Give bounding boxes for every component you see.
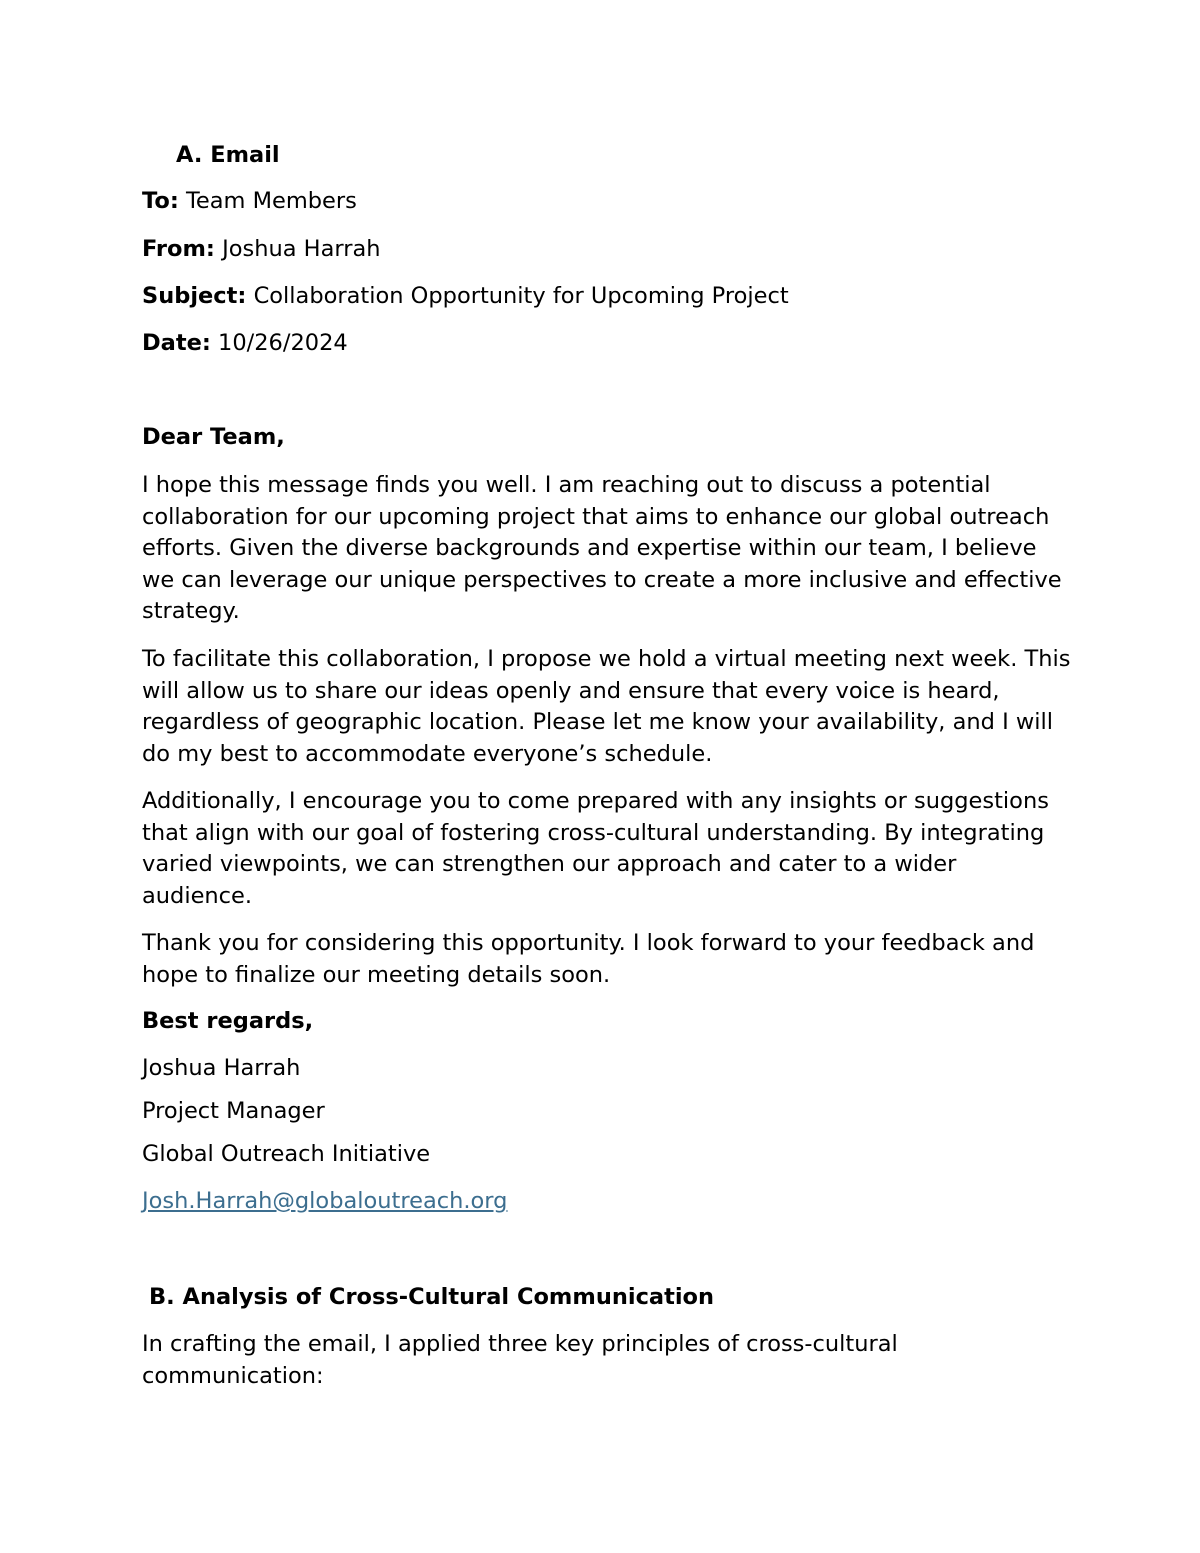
date-value: 10/26/2024: [218, 330, 348, 356]
signature-name: Joshua Harrah: [142, 1055, 301, 1081]
signature-email-link[interactable]: Josh.Harrah@globaloutreach.org: [142, 1188, 508, 1214]
to-value: Team Members: [185, 188, 357, 214]
signature-organization: Global Outreach Initiative: [142, 1141, 431, 1167]
signature-email-row: [142, 1188, 1072, 1214]
signature-title: Project Manager: [142, 1098, 325, 1124]
body-paragraph-2: To facilitate this collaboration, I propose we hold a virtual meeting next week. This will allow us to share our ideas openly and ensure that every voice is heard, regardless of geographic location. Please let me know your availability, and I will do my best to accommodate everyone’s schedule.: [142, 646, 1071, 767]
subject-label: Subject:: [142, 283, 247, 309]
body-paragraph-1: I hope this message finds you well. I am reaching out to discuss a potential collaboration for our upcoming project that aims to enhance our global outreach efforts. Given the diverse backgrounds and expertise within our team, I believe we can leverage our unique perspectives to create a more inclusive and effective strategy.: [142, 472, 1062, 624]
body-paragraph-4: Thank you for considering this opportunity. I look forward to your feedback and hope to finalize our meeting details soon.: [142, 930, 1035, 988]
from-value: Joshua Harrah: [222, 236, 381, 262]
from-label: From:: [142, 236, 215, 262]
body-paragraph-3: Additionally, I encourage you to come prepared with any insights or suggestions that align with our goal of fostering cross-cultural understanding. By integrating varied viewpoints, we can strengthen our approach and cater to a wider audience.: [142, 788, 1049, 909]
closing: Best regards,: [142, 1008, 314, 1034]
section-heading-email: A. Email: [176, 142, 280, 168]
subject-field: [142, 283, 1072, 309]
date-field: [142, 330, 1072, 356]
to-field: [142, 188, 1072, 214]
from-field: [142, 236, 1072, 262]
to-label: To:: [142, 188, 179, 214]
section-heading-analysis: B. Analysis of Cross-Cultural Communication: [149, 1284, 715, 1310]
date-label: Date:: [142, 330, 211, 356]
subject-value: Collaboration Opportunity for Upcoming Project: [253, 283, 789, 309]
greeting: Dear Team,: [142, 424, 285, 450]
analysis-intro: In crafting the email, I applied three key principles of cross-cultural communication:: [142, 1331, 898, 1389]
